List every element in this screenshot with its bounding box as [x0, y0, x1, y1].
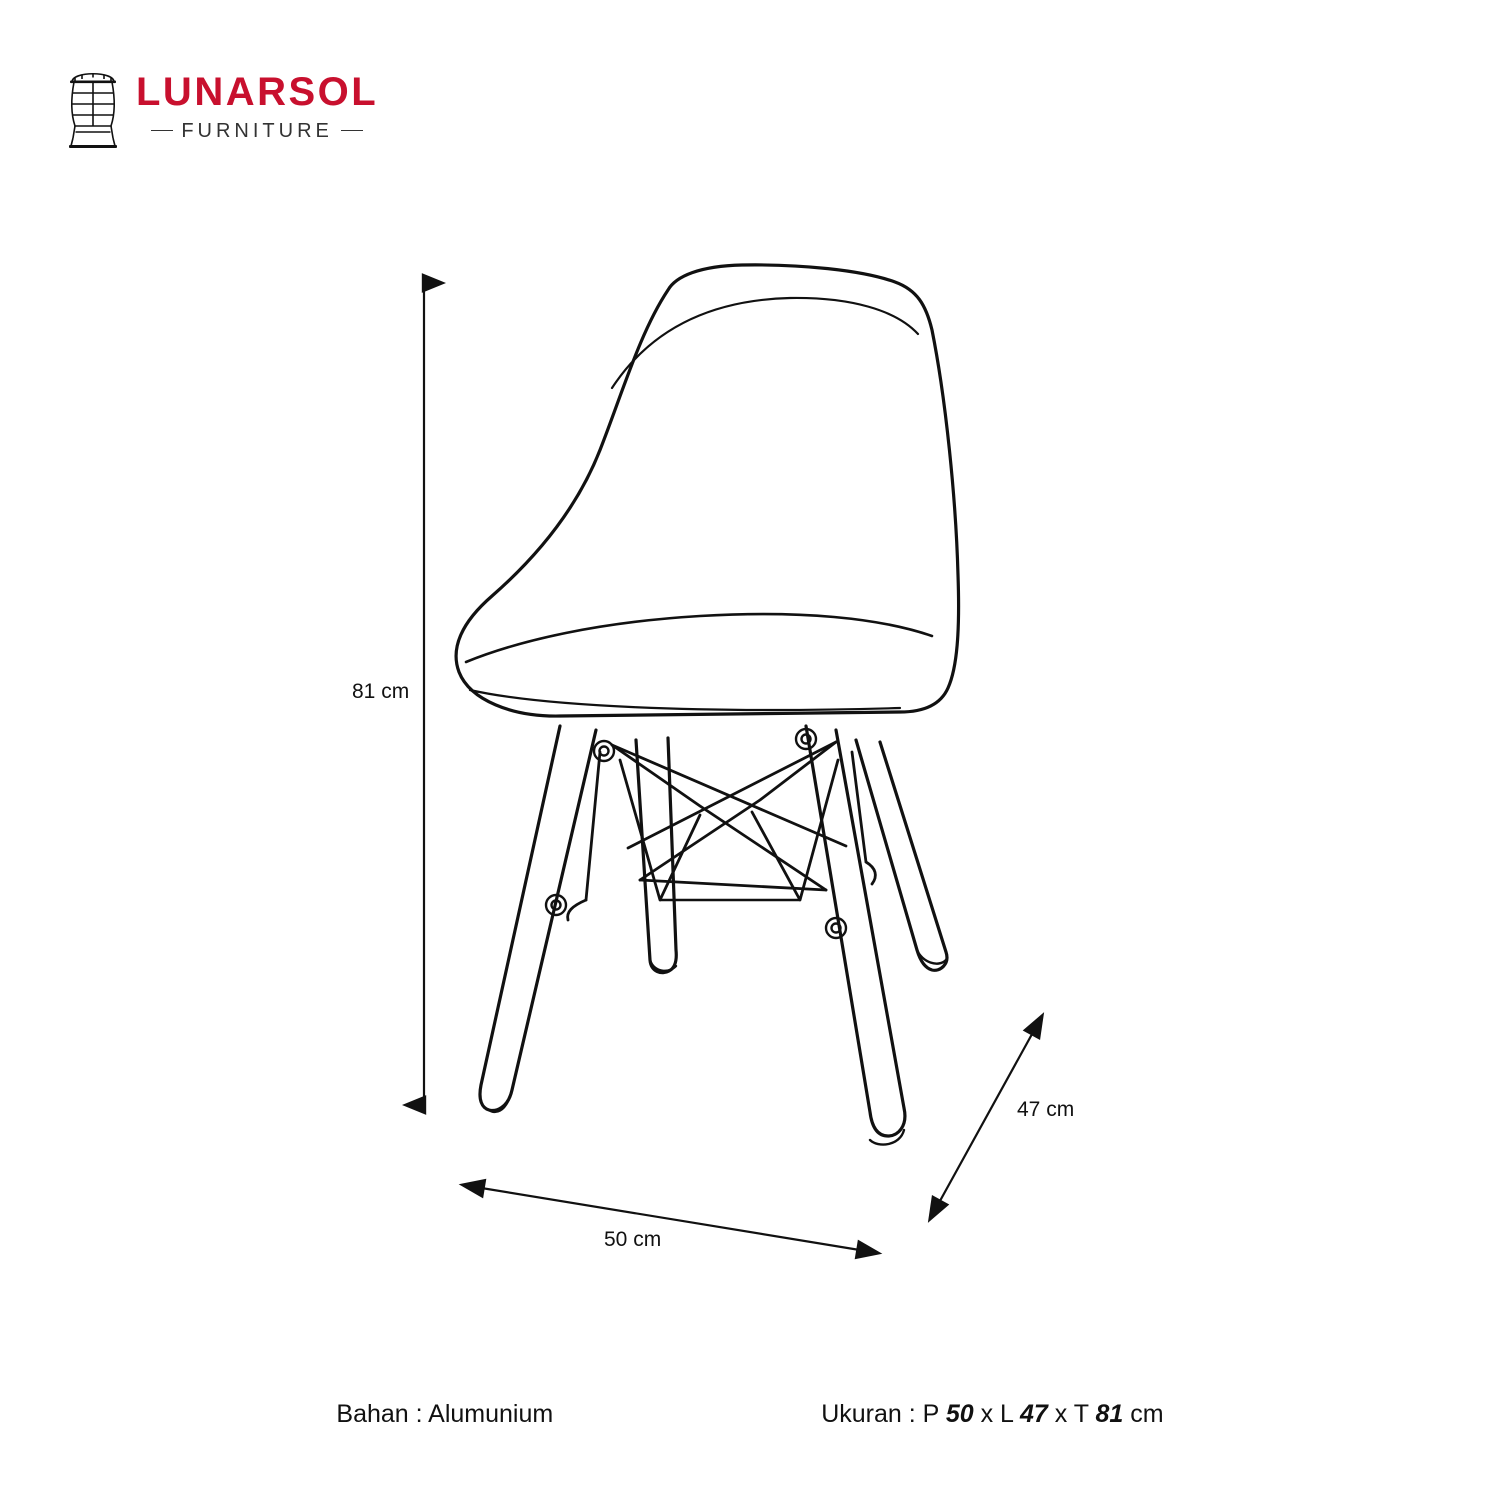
material-value: Alumunium [428, 1400, 554, 1428]
size-length: 50 [945, 1400, 974, 1428]
material-prefix: Bahan : [336, 1400, 429, 1428]
dimension-label-depth: 47 cm [1017, 1098, 1075, 1121]
size-spec [821, 1400, 1163, 1429]
size-height: 81 [1095, 1400, 1124, 1428]
size-prefix: Ukuran : P [821, 1400, 946, 1428]
size-sep-1: x L [973, 1400, 1020, 1428]
size-width: 47 [1019, 1400, 1048, 1428]
size-sep-2: x T [1047, 1400, 1096, 1428]
brand-name: LUNARSOL [136, 69, 379, 114]
spec-footer [0, 1400, 1500, 1429]
material-spec [336, 1400, 553, 1429]
brand-subtitle-text: FURNITURE [181, 119, 333, 142]
dimension-label-width: 50 cm [604, 1228, 662, 1251]
size-unit: cm [1123, 1400, 1164, 1428]
dimension-label-height: 81 cm [352, 680, 410, 703]
